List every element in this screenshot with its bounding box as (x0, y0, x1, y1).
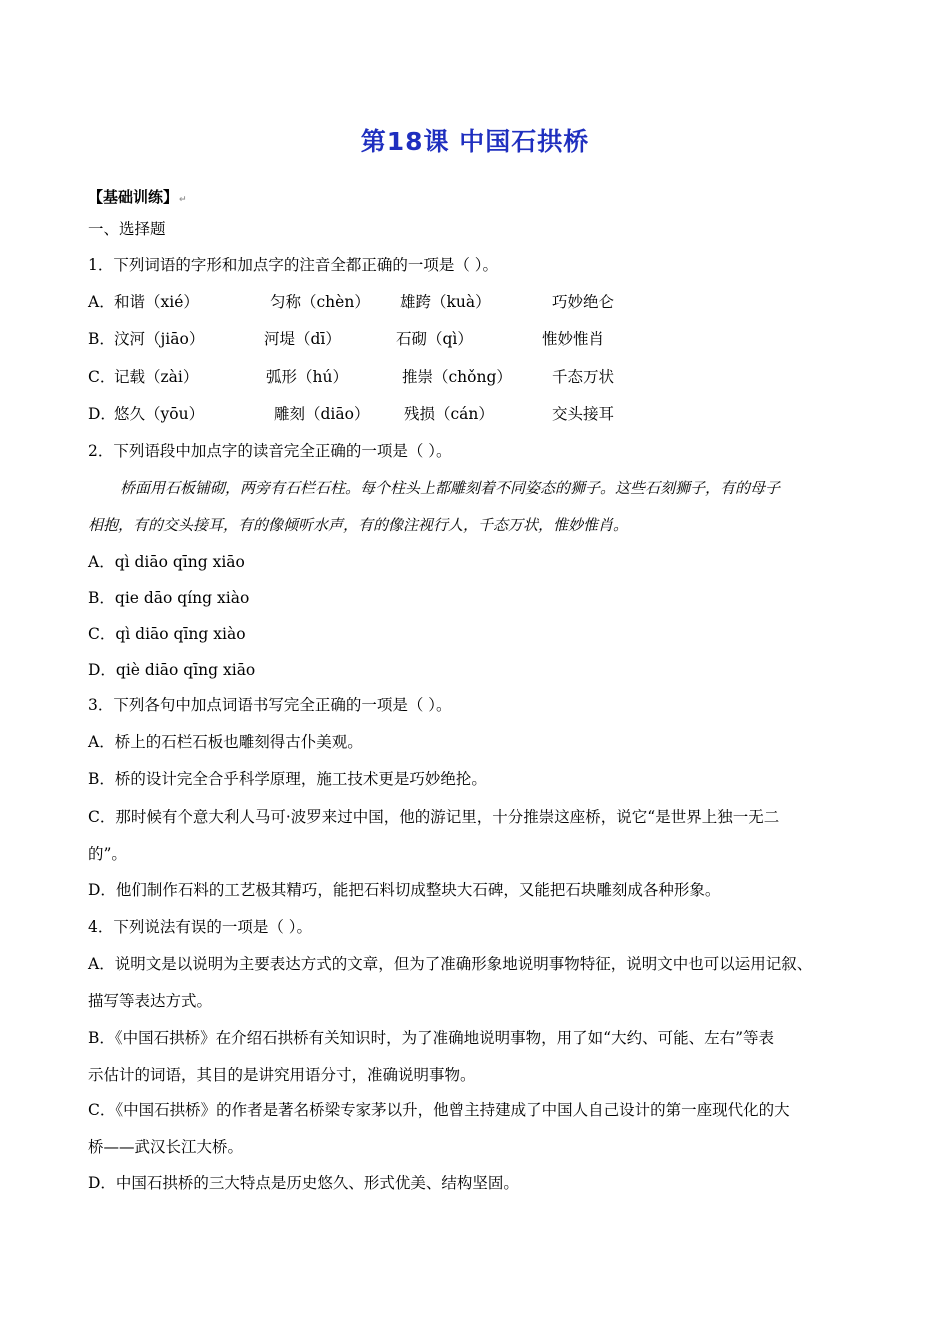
q3-option-a: A．桥上的石栏石板也雕刻得古仆美观。 (88, 733, 363, 751)
q2-option-d: D．qiè diāo qīng xiāo (88, 661, 256, 679)
q4-option-b-line2: 示估计的词语，其目的是讲究用语分寸，准确说明事物。 (88, 1066, 476, 1084)
q1-option-a: A． 和谐（xié） 匀称（chèn） 雄跨（kuà） 巧妙绝仑 (88, 293, 615, 311)
q1-option-b: B． 汶河（jiāo） 河堤（dī） 石砌（qì） 惟妙惟肖 (88, 330, 605, 348)
q2-passage-line1: 桥面用石板铺砌，两旁有石栏石柱。每个柱头上都雕刻着不同姿态的狮子。这些石刻狮子，有的母子 (120, 479, 781, 497)
q3-option-d: D．他们制作石料的工艺极其精巧，能把石料切成整块大石碑，又能把石块雕刻成各种形象。 (88, 881, 721, 899)
q3-option-c-line1: C．那时候有个意大利人马可·波罗来过中国，他的游记里，十分推崇这座桥，说它“是世界上独一无二 (88, 808, 780, 826)
q2-option-a: A．qì diāo qīng xiāo (88, 553, 245, 571)
q4-option-c-line2: 桥——武汉长江大桥。 (88, 1138, 244, 1156)
q3-option-b: B．桥的设计完全合乎科学原理，施工技术更是巧妙绝抡。 (88, 770, 487, 788)
q2-passage-line2: 相抱，有的交头接耳，有的像倾听水声，有的像注视行人，千态万状，惟妙惟肖。 (88, 516, 629, 534)
q2-stem: 2．下列语段中加点字的读音完全正确的一项是（ ）。 (88, 442, 452, 460)
q3-option-c-line2: 的”。 (88, 845, 127, 863)
section-heading: 【基础训练】↵ (88, 188, 187, 206)
q4-option-b-line1: B．《中国石拱桥》在介绍石拱桥有关知识时，为了准确地说明事物，用了如“大约、可能、左右”等表 (88, 1029, 774, 1047)
q1-stem: 1．下列词语的字形和加点字的注音全都正确的一项是（ ）。 (88, 256, 499, 274)
q1-option-d: D． 悠久（yōu） 雕刻（diāo） 残损（cán） 交头接耳 (88, 405, 615, 423)
q3-stem: 3．下列各句中加点词语书写完全正确的一项是（ ）。 (88, 696, 452, 714)
q4-option-a-line2: 描写等表达方式。 (88, 992, 213, 1010)
q4-stem: 4．下列说法有误的一项是（ ）。 (88, 918, 313, 936)
part-heading: 一、选择题 (88, 220, 166, 238)
q4-option-d: D．中国石拱桥的三大特点是历史悠久、形式优美、结构坚固。 (88, 1174, 519, 1192)
q4-option-c-line1: C．《中国石拱桥》的作者是著名桥梁专家茅以升，他曾主持建成了中国人自己设计的第一座现代化的大 (88, 1101, 790, 1119)
q4-option-a-line1: A．说明文是以说明为主要表达方式的文章，但为了准确形象地说明事物特征，说明文中也可以运用记叙、 (88, 955, 813, 973)
q2-option-c: C．qì diāo qīng xiào (88, 625, 246, 643)
q1-option-c: C． 记载（zài） 弧形（hú） 推崇（chǒng） 千态万状 (88, 368, 615, 386)
q2-option-b: B．qie dāo qíng xiào (88, 589, 250, 607)
page-title: 第18课 中国石拱桥 (360, 127, 590, 156)
